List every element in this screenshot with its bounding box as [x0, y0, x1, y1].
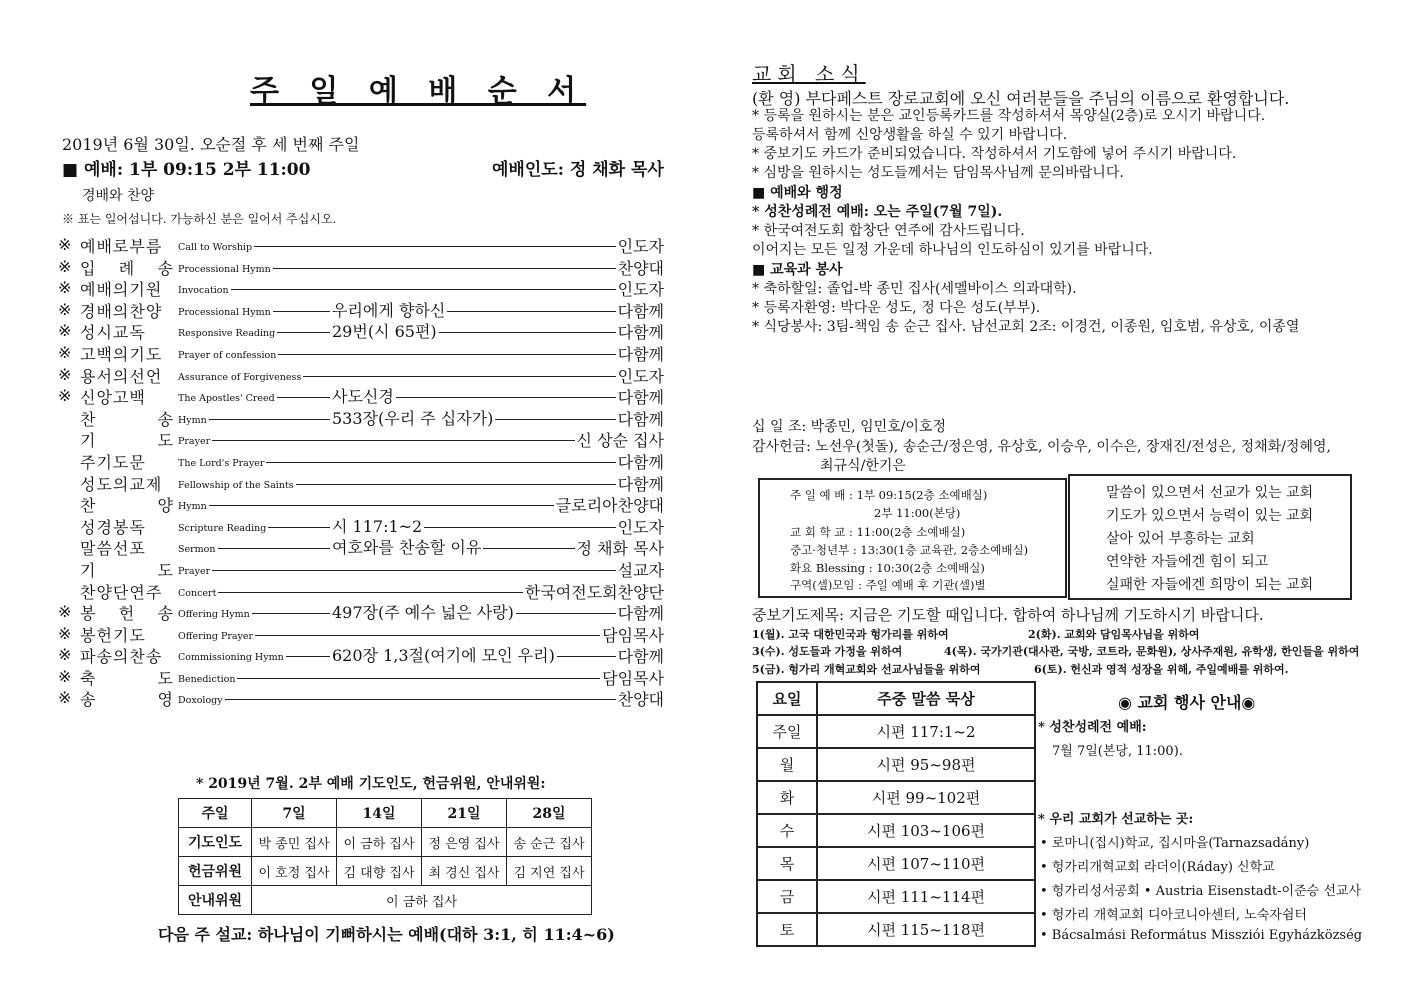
- meditation-passage: 시편 111~114편: [817, 880, 1035, 913]
- welcome-line: (환 영) 부다페스트 장로교회에 오신 여러분들을 주님의 이름으로 환영합니다.: [752, 89, 1290, 108]
- schedule-line: 주 일 예 배 : 1부 09:15(2층 소예배실): [790, 488, 988, 502]
- stand-mark: ※: [58, 666, 72, 686]
- service-times: ■ 예배: 1부 09:15 2부 11:00: [62, 160, 311, 180]
- duty-header: 21일: [422, 799, 507, 828]
- order-row: [58, 276, 664, 298]
- meditation-row: [757, 748, 1035, 781]
- order-detail: 시 117:1~2: [330, 514, 424, 537]
- meditation-day: 금: [757, 880, 817, 913]
- motto-line: 말씀이 있으면서 선교가 있는 교회: [1106, 485, 1314, 501]
- duty-guide-cell: 이 금하 집사: [252, 886, 592, 915]
- order-english: Assurance of Forgiveness: [178, 371, 302, 383]
- stand-mark: ※: [58, 602, 72, 622]
- event-line: • 헝가리성서공회 • Austria Eisenstadt-이준승 선교사: [1040, 884, 1361, 899]
- welcome-item: * 등록을 원하시는 분은 교인등록카드를 작성하셔서 목양실(2층)로 오시기 바랍니다.: [752, 108, 1266, 124]
- duty-cell: 송 순근 집사: [507, 828, 592, 857]
- welcome-item: * 중보기도 카드가 준비되었습니다. 작성하셔서 기도함에 넣어 주시기 바랍니다.: [752, 146, 1237, 162]
- prayer-item: 4(목). 국가기관(대사관, 국방, 코트라, 문화원), 상사주재원, 유학생, 한인들을 위하여: [944, 645, 1360, 658]
- order-responsible: 신 상순 집사: [575, 428, 664, 451]
- prayer-item: 1(월). 고국 대한민국과 헝가리를 위하여: [752, 628, 949, 641]
- duty-cell: 이 호정 집사: [252, 857, 337, 886]
- order-name: 성경봉독: [80, 517, 146, 537]
- prayer-item: 5(금). 헝가리 개혁교회와 선교사님들을 위하여: [752, 663, 981, 676]
- motto-box: [1068, 474, 1352, 600]
- order-row: [58, 579, 664, 601]
- stand-mark: ※: [58, 278, 72, 298]
- meditation-passage: 시편 99~102편: [817, 781, 1035, 814]
- order-english: Prayer: [178, 436, 211, 448]
- meditation-table: [756, 681, 1036, 947]
- admin-item: * 한국여전도회 합창단 연주에 감사드립니다.: [752, 223, 1025, 239]
- order-detail: 533장(우리 주 십자가): [330, 406, 495, 429]
- event-line: * 성찬성례전 예배:: [1038, 720, 1147, 735]
- order-responsible: 다함께: [616, 320, 664, 343]
- order-name: 찬 송: [80, 409, 174, 429]
- order-detail: 여호와를 찬송할 이유: [330, 535, 483, 558]
- duty-cell: 정 은영 집사: [422, 828, 507, 857]
- duty-cell: 박 종민 집사: [252, 828, 337, 857]
- order-row: [58, 665, 664, 687]
- stand-note: ※ 표는 일어섭니다. 가능하신 분은 일어서 주십시오.: [62, 212, 337, 226]
- motto-line: 기도가 있으면서 능력이 있는 교회: [1106, 508, 1314, 524]
- order-english: Prayer of confession: [178, 349, 277, 361]
- admin-item: 이어지는 모든 일정 가운데 하나님의 인도하심이 있기를 바랍니다.: [752, 242, 1153, 258]
- order-name: 봉헌기도: [80, 625, 146, 645]
- meditation-day: 목: [757, 847, 817, 880]
- schedule-line: 교 회 학 교 : 11:00(2층 소예배실): [790, 525, 966, 539]
- order-english: Scripture Reading: [178, 522, 267, 534]
- schedule-line: 2부 11:00(본당): [874, 506, 961, 520]
- order-row: [58, 406, 664, 428]
- order-english: The Lord's Prayer: [178, 457, 265, 469]
- event-line: • 헝가리개혁교회 라더이(Ráday) 신학교: [1040, 860, 1275, 875]
- order-english: The Apostles' Creed: [178, 393, 275, 405]
- meditation-row: [757, 781, 1035, 814]
- order-english: Sermon: [178, 544, 216, 556]
- order-row: [58, 622, 664, 644]
- order-english: Concert: [178, 587, 217, 599]
- order-english: Processional Hymn: [178, 263, 271, 275]
- stand-mark: ※: [58, 645, 72, 665]
- meditation-passage: 시편 103~106편: [817, 814, 1035, 847]
- meditation-header-row: [757, 682, 1035, 715]
- order-english: Processional Hymn: [178, 306, 271, 318]
- order-english: Offering Prayer: [178, 630, 254, 642]
- order-english: Benediction: [178, 673, 236, 685]
- meditation-day: 화: [757, 781, 817, 814]
- order-responsible: 다함께: [616, 299, 664, 322]
- stand-mark: ※: [58, 256, 72, 276]
- order-name: 찬양단연주: [80, 582, 163, 602]
- order-name: 송 영: [80, 690, 174, 710]
- meditation-passage: 시편 115~118편: [817, 913, 1035, 946]
- order-responsible: 글로리아찬양대: [554, 493, 664, 516]
- duty-row-offering: [179, 857, 592, 886]
- order-row: [58, 557, 664, 579]
- meditation-day: 주일: [757, 715, 817, 748]
- duty-title: * 2019년 7월. 2부 예배 기도인도, 헌금위원, 안내위원:: [196, 776, 546, 792]
- order-of-worship: [58, 233, 664, 708]
- meditation-passage: 시편 117:1~2: [817, 715, 1035, 748]
- order-responsible: 인도자: [616, 364, 664, 387]
- events-title: ◉ 교회 행사 안내◉: [1118, 693, 1256, 712]
- leader-line: [178, 570, 664, 571]
- edu-item: * 등록자환영: 박다운 성도, 정 다은 성도(부부).: [752, 300, 1041, 316]
- order-row: [58, 363, 664, 385]
- order-detail: 620장 1,3절(여기에 모인 우리): [330, 643, 557, 666]
- admin-item: * 성찬성례전 예배: 오는 주일(7월 7일).: [752, 204, 1003, 220]
- motto-line: 살아 있어 부흥하는 교회: [1106, 531, 1255, 547]
- order-row: [58, 492, 664, 514]
- order-detail: 29번(시 65편): [330, 319, 439, 342]
- order-row: [58, 233, 664, 255]
- meditation-row: [757, 880, 1035, 913]
- order-row: [58, 449, 664, 471]
- order-responsible: 한국여전도회찬양단: [523, 580, 664, 603]
- duty-header: 주일: [179, 799, 252, 828]
- meditation-passage: 시편 107~110편: [817, 847, 1035, 880]
- meditation-row: [757, 715, 1035, 748]
- stand-mark: ※: [58, 688, 72, 708]
- order-row: [58, 341, 664, 363]
- event-line: * 우리 교회가 선교하는 곳:: [1038, 812, 1194, 827]
- schedule-line: 구역(셀)모임 : 주일 예배 후 기관(셀)별: [790, 578, 986, 592]
- order-name: 용서의선언: [80, 366, 163, 386]
- duty-row-guide: [179, 886, 592, 915]
- order-name: 성도의교제: [80, 474, 163, 494]
- duty-header: 28일: [507, 799, 592, 828]
- order-responsible: 다함께: [616, 385, 664, 408]
- order-name: 파송의찬송: [80, 647, 163, 667]
- meditation-row: [757, 913, 1035, 946]
- order-name: 말씀선포: [80, 539, 146, 559]
- order-responsible: 인도자: [616, 515, 664, 538]
- duty-row-label: 헌금위원: [179, 857, 252, 886]
- order-detail: 497장(주 예수 넓은 사랑): [330, 600, 516, 623]
- meditation-day: 토: [757, 913, 817, 946]
- event-line: 7월 7일(본당, 11:00).: [1052, 744, 1183, 759]
- prayer-item: 2(화). 교회와 담임목사님을 위하여: [1028, 628, 1200, 641]
- order-name: 기 도: [80, 431, 174, 451]
- order-responsible: 다함께: [616, 601, 664, 624]
- order-english: Offering Hymn: [178, 609, 250, 621]
- order-detail: 사도신경: [330, 384, 396, 407]
- edu-item: * 식당봉사: 3팀-책임 송 순근 집사. 남선교회 2조: 이경건, 이종원, 임호범, 유상호, 이종열: [752, 319, 1300, 335]
- duty-header: 7일: [252, 799, 337, 828]
- prayer-title: 중보기도제목: 지금은 기도할 때입니다. 합하여 하나님께 기도하시기 바랍니다.: [752, 606, 1264, 624]
- page-title: 주 일 예 배 순 서: [250, 74, 587, 109]
- motto-line: 연약한 자들에겐 힘이 되고: [1106, 554, 1269, 570]
- order-english: Call to Worship: [178, 242, 253, 253]
- stand-mark: ※: [58, 235, 72, 254]
- worship-leader: 예배인도: 정 채화 목사: [492, 160, 664, 180]
- order-name: 찬 양: [80, 496, 174, 516]
- order-responsible: 다함께: [616, 472, 664, 495]
- order-row: [58, 600, 664, 622]
- order-responsible: 인도자: [616, 234, 664, 257]
- schedule-line: 중고·청년부 : 13:30(1층 교육관, 2층소예배실): [790, 543, 1029, 557]
- welcome-item: 등록하셔서 함께 신앙생활을 하실 수 있기 바랍니다.: [752, 127, 1068, 143]
- order-responsible: 다함께: [616, 407, 664, 430]
- meditation-row: [757, 814, 1035, 847]
- prayer-item: 3(수). 성도들과 가정을 위하여: [752, 645, 903, 658]
- date-line: 2019년 6월 30일. 오순절 후 세 번째 주일: [62, 135, 360, 154]
- tithe-line: 십 일 조: 박종민, 임민호/이호정: [752, 419, 946, 435]
- motto-line: 실패한 자들에겐 희망이 되는 교회: [1106, 577, 1314, 593]
- duty-cell: 김 지연 집사: [507, 857, 592, 886]
- order-row: [58, 255, 664, 277]
- order-row: [58, 643, 664, 665]
- prayer-item: 6(토). 헌신과 영적 성장을 위해, 주일예배를 위하여.: [1034, 663, 1289, 676]
- event-line: • 헝가리 개혁교회 디아코니아센터, 노숙자쉼터: [1040, 908, 1307, 923]
- order-english: Hymn: [178, 414, 207, 426]
- edu-item: * 축하할일: 졸업-박 종민 집사(세멜바이스 의과대학).: [752, 281, 1077, 297]
- stand-mark: ※: [58, 299, 72, 319]
- order-name: 입 례 송: [80, 258, 174, 278]
- duty-cell: 김 대향 집사: [337, 857, 422, 886]
- order-name: 예배의기원: [80, 280, 163, 300]
- stand-mark: ※: [58, 364, 72, 384]
- order-name: 기 도: [80, 560, 174, 580]
- order-name: 봉 헌 송: [80, 604, 174, 624]
- order-english: Prayer: [178, 565, 211, 577]
- order-english: Fellowship of the Saints: [178, 479, 294, 491]
- order-responsible: 담임목사: [600, 623, 664, 646]
- order-name: 성시교독: [80, 323, 146, 343]
- order-english: Doxology: [178, 695, 223, 707]
- thanks-line: 최규식/한기은: [820, 458, 906, 474]
- schedule-line: 화요 Blessing : 10:30(2층 소예배실): [790, 561, 985, 575]
- event-line: • Bácsalmási Református Missziói Egyházközség: [1040, 928, 1363, 943]
- stand-mark: ※: [58, 321, 72, 341]
- news-title: 교회 소식: [752, 62, 866, 86]
- duty-header: 14일: [337, 799, 422, 828]
- duty-row-prayer: [179, 828, 592, 857]
- order-responsible: 설교자: [616, 558, 664, 581]
- leader-line: [178, 678, 664, 679]
- order-name: 예배로부름: [80, 237, 163, 256]
- next-sermon: 다음 주 설교: 하나님이 기뻐하시는 예배(대하 3:1, 히 11:4~6): [158, 925, 615, 944]
- order-english: Hymn: [178, 501, 207, 513]
- worship-admin-heading: ■ 예배와 행정: [752, 185, 843, 201]
- order-row: [58, 427, 664, 449]
- education-heading: ■ 교육과 봉사: [752, 262, 843, 278]
- duty-table: [178, 798, 592, 915]
- meditation-day: 수: [757, 814, 817, 847]
- order-row: [58, 384, 664, 406]
- meditation-day: 월: [757, 748, 817, 781]
- leader-line: [178, 699, 664, 700]
- order-row: [58, 471, 664, 493]
- meditation-header: 요일: [757, 682, 817, 715]
- stand-mark: ※: [58, 342, 72, 362]
- order-responsible: 다함께: [616, 342, 664, 365]
- opening-praise: 경배와 찬양: [82, 188, 155, 204]
- order-responsible: 찬양대: [616, 256, 664, 279]
- order-responsible: 인도자: [616, 277, 664, 300]
- schedule-box: [758, 478, 1067, 598]
- meditation-header: 주중 말씀 묵상: [817, 682, 1035, 715]
- meditation-row: [757, 847, 1035, 880]
- duty-cell: 최 경신 집사: [422, 857, 507, 886]
- event-line: • 로마니(집시)학교, 집시마을(Tarnazsadány): [1040, 836, 1310, 851]
- order-name: 축 도: [80, 668, 174, 688]
- stand-mark: ※: [58, 386, 72, 406]
- order-responsible: 담임목사: [600, 666, 664, 689]
- order-responsible: 다함께: [616, 644, 664, 667]
- order-english: Commissioning Hymn: [178, 652, 284, 664]
- meditation-passage: 시편 95~98편: [817, 748, 1035, 781]
- order-responsible: 정 채화 목사: [575, 536, 664, 559]
- order-responsible: 찬양대: [616, 687, 664, 710]
- order-english: Responsive Reading: [178, 328, 276, 340]
- thanks-line: 감사헌금: 노선우(첫돌), 송순근/정은영, 유상호, 이승우, 이수은, 장재진/전성은, 정채화/정혜영,: [752, 439, 1331, 455]
- leader-line: [178, 289, 664, 290]
- order-row: [58, 298, 664, 320]
- order-responsible: 다함께: [616, 450, 664, 473]
- order-row: [58, 686, 664, 708]
- order-name: 주기도문: [80, 452, 146, 472]
- order-row: [58, 319, 664, 341]
- duty-header-row: [179, 799, 592, 828]
- order-row: [58, 514, 664, 536]
- duty-row-label: 안내위원: [179, 886, 252, 915]
- order-detail: 우리에게 향하신: [330, 298, 447, 321]
- order-english: Invocation: [178, 285, 229, 297]
- stand-mark: ※: [58, 623, 72, 643]
- welcome-item: * 심방을 원하시는 성도들께서는 담임목사님께 문의바랍니다.: [752, 165, 1124, 181]
- order-name: 고백의기도: [80, 344, 163, 364]
- order-name: 신앙고백: [80, 388, 146, 408]
- order-name: 경배의찬양: [80, 301, 163, 321]
- duty-cell: 이 금하 집사: [337, 828, 422, 857]
- duty-row-label: 기도인도: [179, 828, 252, 857]
- order-row: [58, 535, 664, 557]
